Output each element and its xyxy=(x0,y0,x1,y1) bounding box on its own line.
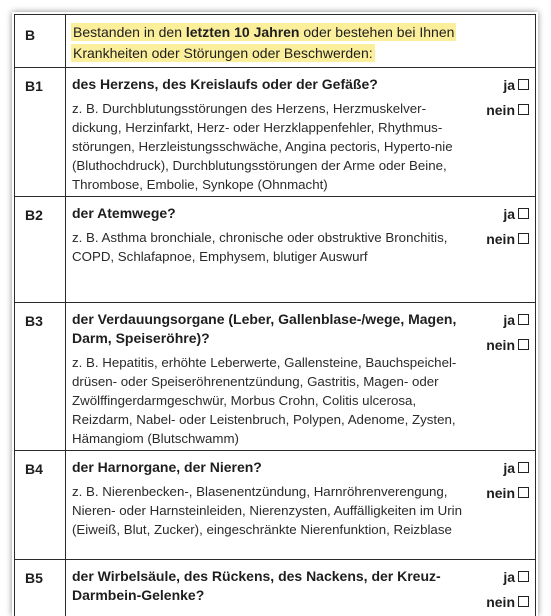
question-heading: der Atemwege? xyxy=(72,205,176,221)
question-examples: z. B. Durchblutungsstörungen des Herzens, Herzmuskelver-dickung, Herzinfarkt, Herz- oder Herzklappenfehler, Rhythmus-störungen, Herzleistungsschwäche, Angina pectoris, Hyperto-nie (Bluthochdruck), Durchblutungsstörungen der Arme oder Beine, Thrombose, Embolie, Synkope (Ohnmacht) xyxy=(72,101,453,192)
column-divider xyxy=(65,15,66,67)
form-sheet xyxy=(12,12,538,616)
column-divider xyxy=(65,196,66,302)
no-checkbox[interactable] xyxy=(518,104,529,115)
question-code: B5 xyxy=(25,570,43,586)
answer-no[interactable] xyxy=(475,483,529,502)
answer-options xyxy=(475,458,529,508)
yes-label: ja xyxy=(503,311,515,328)
answer-options xyxy=(475,567,529,616)
no-checkbox[interactable] xyxy=(518,487,529,498)
yes-checkbox[interactable] xyxy=(518,314,529,325)
yes-checkbox[interactable] xyxy=(518,208,529,219)
column-divider xyxy=(65,450,66,559)
no-label: nein xyxy=(486,593,515,610)
highlighted-intro xyxy=(71,23,456,62)
answer-no[interactable] xyxy=(475,592,529,611)
question-heading: des Herzens, des Kreislaufs oder der Gefäße? xyxy=(72,76,378,92)
no-label: nein xyxy=(486,484,515,501)
answer-yes[interactable] xyxy=(475,75,529,94)
answer-no[interactable] xyxy=(475,229,529,248)
question-content xyxy=(72,567,470,610)
question-row-b3 xyxy=(15,302,535,451)
question-code: B1 xyxy=(25,78,43,94)
no-checkbox[interactable] xyxy=(518,596,529,607)
question-content xyxy=(72,75,470,194)
question-content xyxy=(72,458,470,539)
no-checkbox[interactable] xyxy=(518,339,529,350)
question-code: B4 xyxy=(25,461,43,477)
answer-yes[interactable] xyxy=(475,204,529,223)
question-content xyxy=(72,310,470,448)
question-row-b1 xyxy=(15,67,535,197)
answer-no[interactable] xyxy=(475,100,529,119)
answer-options xyxy=(475,310,529,360)
answer-options xyxy=(475,75,529,125)
column-divider xyxy=(65,559,66,616)
question-content xyxy=(72,204,470,266)
question-examples: z. B. Nierenbecken-, Blasenentzündung, Harnröhrenverengung, Nieren- oder Harnsteinleiden, Nierenzysten, Auffälligkeiten im Urin (Eiweiß, Blut, Zucker), eingeschränkte Nierenfunktion, Reizblase xyxy=(72,484,462,537)
answer-no[interactable] xyxy=(475,335,529,354)
yes-checkbox[interactable] xyxy=(518,462,529,473)
intro-text-end: oder bestehen bei Ihnen Krankheiten oder Störungen oder Beschwerden: xyxy=(73,24,455,61)
section-intro xyxy=(71,22,531,64)
question-row-b2 xyxy=(15,196,535,303)
intro-text-start: Bestanden in den xyxy=(73,24,186,40)
intro-text-emphasis: letzten 10 Jahren xyxy=(185,24,300,40)
answer-yes[interactable] xyxy=(475,310,529,329)
health-questions-table xyxy=(14,14,536,616)
question-code: B2 xyxy=(25,207,43,223)
no-label: nein xyxy=(486,336,515,353)
question-examples: z. B. Hepatitis, erhöhte Leberwerte, Gallensteine, Bauchspeichel-drüsen- oder Speiseröhrenentzündung, Gastritis, Magen- oder Zwölffingerdarmgeschwür, Morbus Crohn, Colitis ulcerosa, Reizdarm, Nabel- oder Leistenbruch, Polypen, Adenome, Zysten, Hämangiom (Blutschwamm) xyxy=(72,355,457,446)
section-code: B xyxy=(25,27,36,43)
no-label: nein xyxy=(486,101,515,118)
column-divider xyxy=(65,67,66,196)
question-code: B3 xyxy=(25,313,43,329)
yes-checkbox[interactable] xyxy=(518,571,529,582)
question-examples: z. B. Asthma bronchiale, chronische oder obstruktive Bronchitis, COPD, Schlafapnoe, Emphysem, blutiger Auswurf xyxy=(72,230,448,264)
no-checkbox[interactable] xyxy=(518,233,529,244)
yes-label: ja xyxy=(503,205,515,222)
question-heading: der Verdauungsorgane (Leber, Gallenblase-/wege, Magen, Darm, Speiseröhre)? xyxy=(72,311,457,346)
yes-checkbox[interactable] xyxy=(518,79,529,90)
answer-yes[interactable] xyxy=(475,458,529,477)
question-row-b5 xyxy=(15,559,535,616)
question-heading: der Wirbelsäule, des Rückens, des Nackens, der Kreuz-Darmbein-Gelenke? xyxy=(72,568,441,603)
yes-label: ja xyxy=(503,459,515,476)
no-label: nein xyxy=(486,230,515,247)
answer-yes[interactable] xyxy=(475,567,529,586)
answer-options xyxy=(475,204,529,254)
section-header-row xyxy=(15,15,535,68)
question-heading: der Harnorgane, der Nieren? xyxy=(72,459,262,475)
yes-label: ja xyxy=(503,568,515,585)
yes-label: ja xyxy=(503,76,515,93)
question-row-b4 xyxy=(15,450,535,560)
column-divider xyxy=(65,302,66,450)
